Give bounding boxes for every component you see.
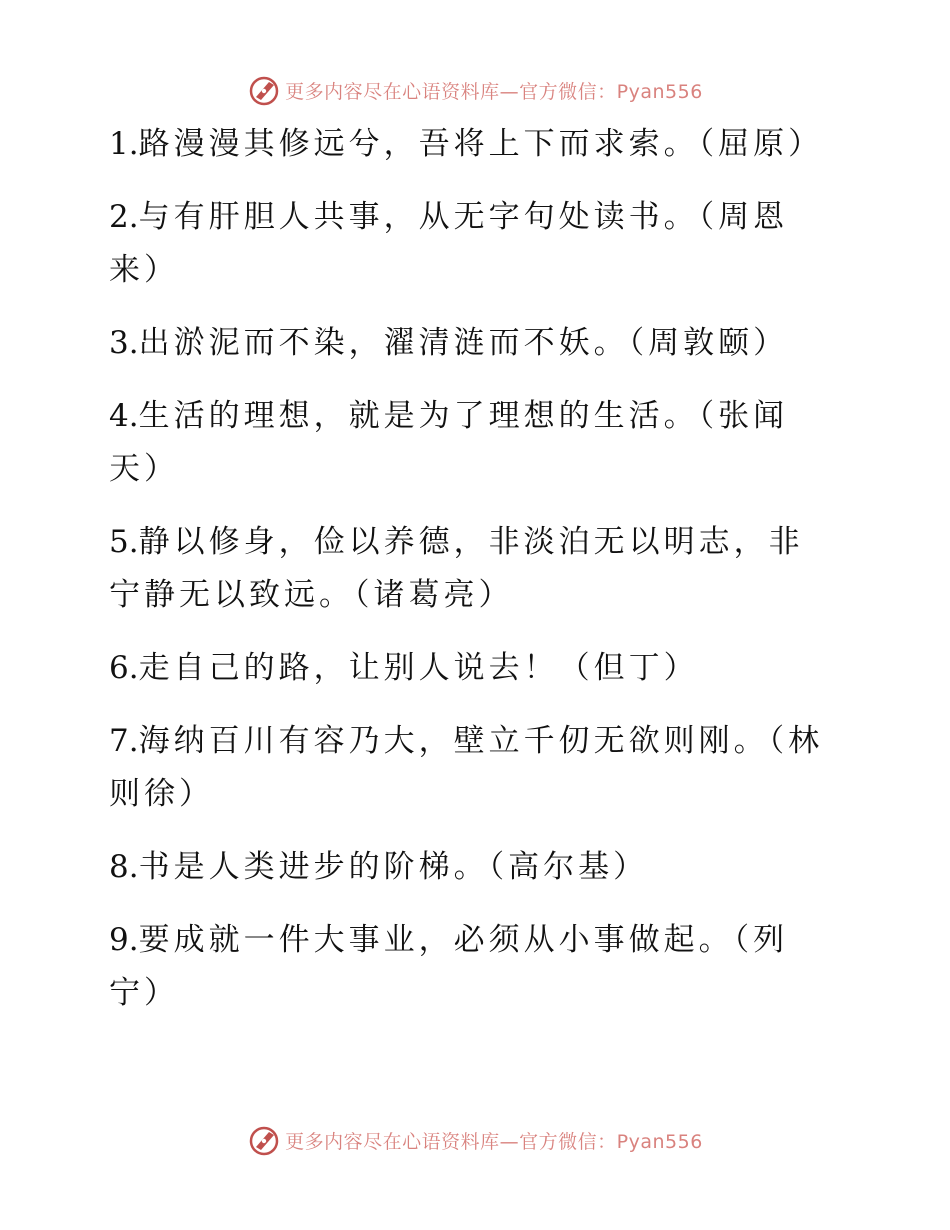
quote-item-7 [97, 715, 832, 821]
header-banner-text: 更多内容尽在心语资料库—官方微信：Pyan556 [285, 80, 703, 103]
quote-text: 出淤泥而不染，濯清涟而不妖。（周敦颐） [138, 325, 789, 361]
quote-item-6 [97, 642, 832, 695]
footer-banner-text: 更多内容尽在心语资料库—官方微信：Pyan556 [285, 1130, 703, 1153]
quote-text: 静以修身，俭以养德，非淡泊无以明志，非宁静无以致远。（诸葛亮） [109, 524, 804, 613]
quote-text: 生活的理想，就是为了理想的生活。（张闻天） [109, 398, 789, 487]
quote-item-2 [97, 191, 832, 297]
quote-item-1 [97, 118, 832, 171]
quote-number: 7. [109, 723, 139, 759]
quote-number: 2. [109, 199, 139, 235]
quote-list [97, 118, 832, 1040]
quote-number: 1. [109, 126, 139, 162]
quote-text: 与有肝胆人共事，从无字句处读书。（周恩来） [109, 199, 789, 288]
header-banner [0, 70, 950, 110]
quote-item-5 [97, 516, 832, 622]
quote-text: 海纳百川有容乃大，壁立千仞无欲则刚。（林则徐） [109, 723, 824, 812]
pen-nib-logo-icon [247, 1123, 281, 1157]
footer-banner [0, 1120, 950, 1160]
quote-number: 3. [109, 325, 139, 361]
quote-text: 书是人类进步的阶梯。（高尔基） [138, 849, 649, 885]
quote-item-4 [97, 390, 832, 496]
quote-number: 5. [109, 524, 139, 560]
quote-item-9 [97, 914, 832, 1020]
quote-item-3 [97, 317, 832, 370]
quote-text: 要成就一件大事业，必须从小事做起。（列宁） [109, 922, 789, 1011]
quote-number: 8. [109, 849, 139, 885]
quote-item-8 [97, 841, 832, 894]
quote-number: 6. [109, 650, 139, 686]
quote-number: 4. [109, 398, 139, 434]
quote-text: 路漫漫其修远兮，吾将上下而求索。（屈原） [138, 126, 824, 162]
pen-nib-logo-icon [247, 73, 281, 107]
quote-number: 9. [109, 922, 139, 958]
quote-text: 走自己的路，让别人说去！（但丁） [138, 650, 699, 686]
